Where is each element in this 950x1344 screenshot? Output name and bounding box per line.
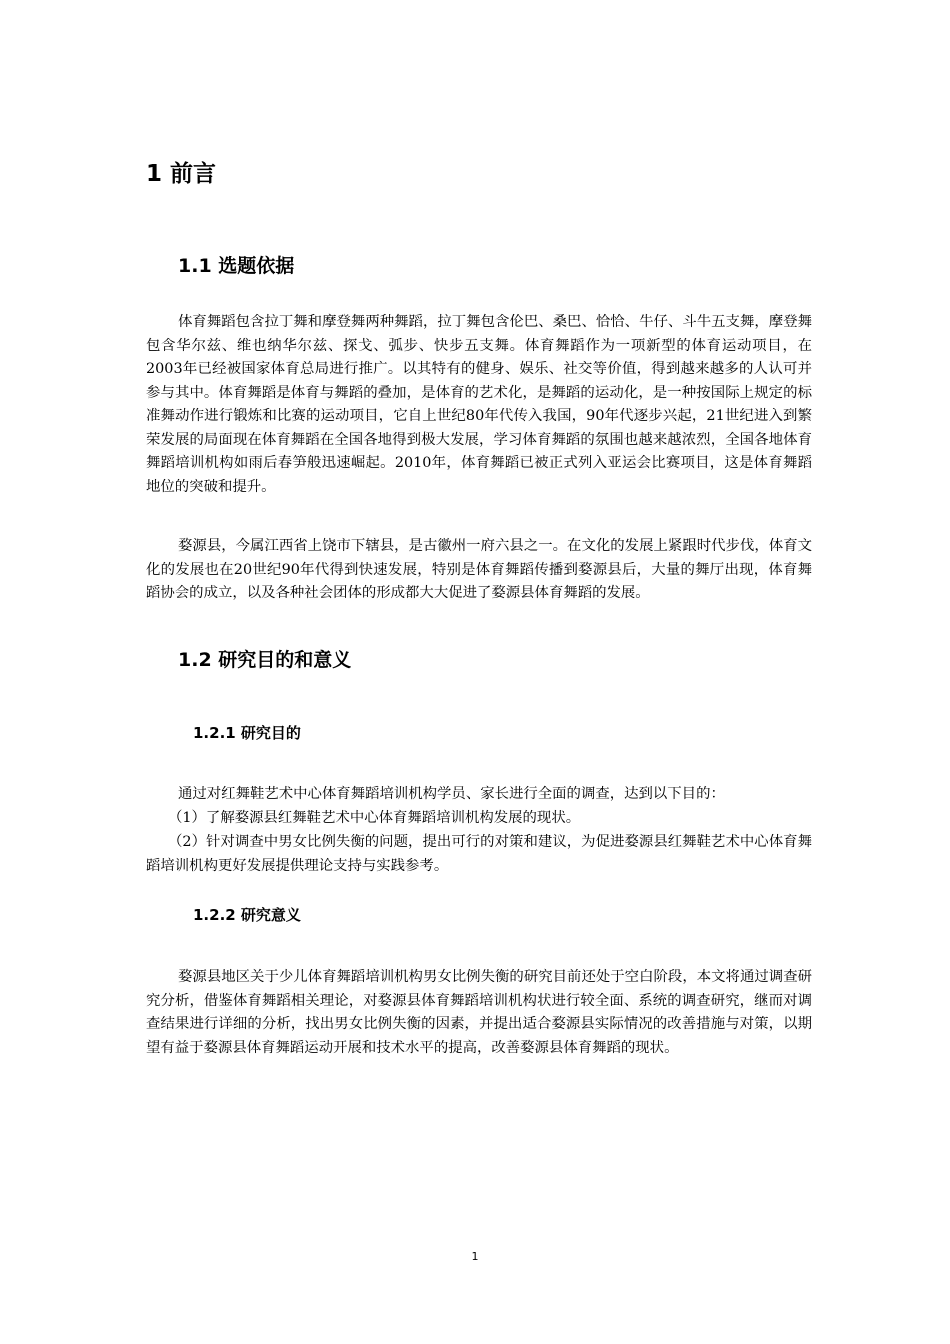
body-paragraph: 体育舞蹈包含拉丁舞和摩登舞两种舞蹈，拉丁舞包含伦巴、桑巴、恰恰、牛仔、斗牛五支舞，摩登舞包含华尔兹、维也纳华尔兹、探戈、弧步、快步五支舞。体育舞蹈作为一项新型的体育运动项目，在2003年已经被国家体育总局进行推广。以其特有的健身、娱乐、社交等价值，得到越来越多的人认可并参与其中。体育舞蹈是体育与舞蹈的叠加，是体育的艺术化，是舞蹈的运动化，是一种按国际上规定的标准舞动作进行锻炼和比赛的运动项目，它自上世纪80年代传入我国，90年代逐步兴起，21世纪进入到繁荣发展的局面现在体育舞蹈在全国各地得到极大发展，学习体育舞蹈的氛围也越来越浓烈，全国各地体育舞蹈培训机构如雨后春笋般迅速崛起。2010年，体育舞蹈已被正式列入亚运会比赛项目，这是体育舞蹈地位的突破和提升。 bbox=[146, 314, 812, 495]
body-paragraph: 婺源县，今属江西省上饶市下辖县，是古徽州一府六县之一。在文化的发展上紧跟时代步伐，体育文化的发展也在20世纪90年代得到快速发展，特别是体育舞蹈传播到婺源县后，大量的舞厅出现，体育舞蹈协会的成立，以及各种社会团体的形成都大大促进了婺源县体育舞蹈的发展。 bbox=[146, 538, 812, 601]
subsection-heading-1-2-2: 1.2.2 研究意义 bbox=[193, 906, 301, 924]
subsection-heading-1-2-1: 1.2.1 研究目的 bbox=[193, 724, 301, 742]
list-item: （1）了解婺源县红舞鞋艺术中心体育舞蹈培训机构发展的现状。 bbox=[168, 810, 581, 826]
list-item: （2）针对调查中男女比例失衡的问题，提出可行的对策和建议，为促进婺源县红舞鞋艺术中心体育舞蹈培训机构更好发展提供理论支持与实践参考。 bbox=[146, 834, 812, 874]
body-paragraph: 婺源县地区关于少儿体育舞蹈培训机构男女比例失衡的研究目前还处于空白阶段，本文将通过调查研究分析，借鉴体育舞蹈相关理论，对婺源县体育舞蹈培训机构状进行较全面、系统的调查研究，继而对调查结果进行详细的分析，找出男女比例失衡的因素，并提出适合婺源县实际情况的改善措施与对策，以期望有益于婺源县体育舞蹈运动开展和技术水平的提高，改善婺源县体育舞蹈的现状。 bbox=[146, 969, 812, 1056]
chapter-heading: 1 前言 bbox=[146, 161, 217, 187]
page-number: 1 bbox=[471, 1250, 479, 1263]
body-paragraph: 通过对红舞鞋艺术中心体育舞蹈培训机构学员、家长进行全面的调查，达到以下目的： bbox=[178, 786, 725, 802]
section-heading-1-1: 1.1 选题依据 bbox=[178, 255, 295, 277]
section-heading-1-2: 1.2 研究目的和意义 bbox=[178, 649, 352, 671]
